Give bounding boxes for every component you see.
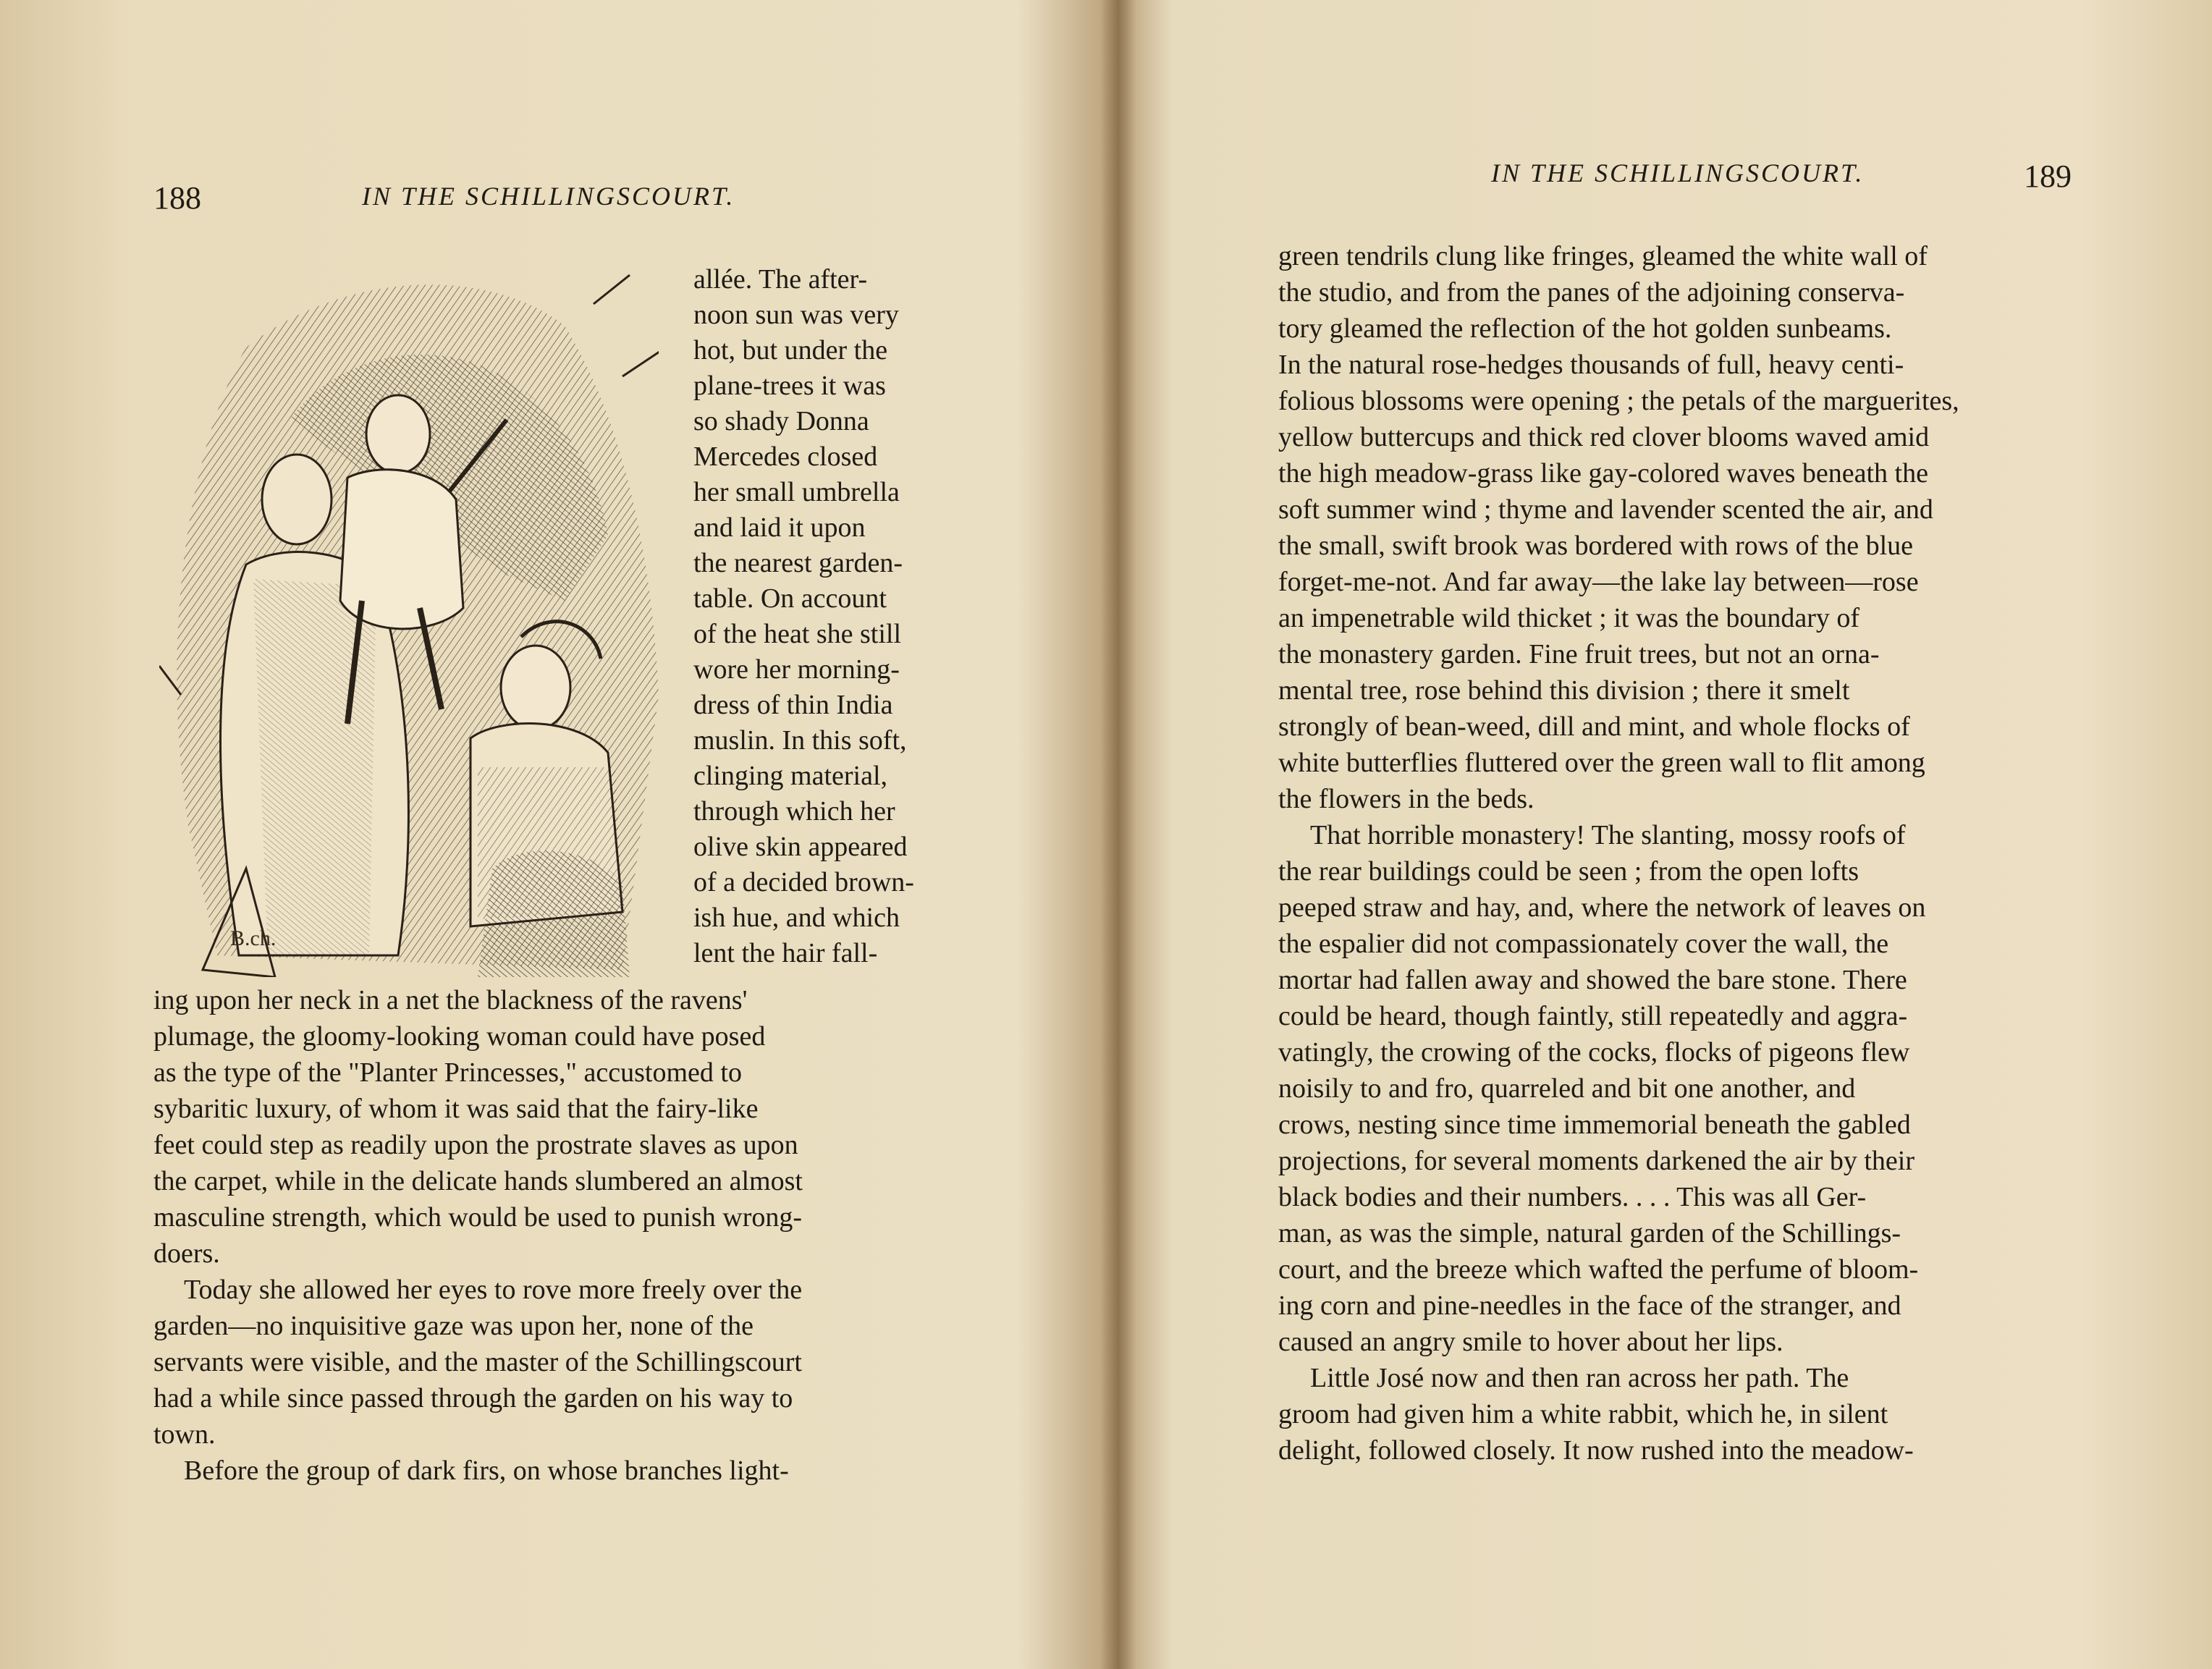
text-line: soft summer wind ; thyme and lavender scented the air, and [1278,494,1933,525]
text-line: an impenetrable wild thicket ; it was the boundary of [1278,603,1860,633]
text-line: table. On account [693,583,887,614]
text-line: of the heat she still [693,619,902,649]
text-line: vatingly, the crowing of the cocks, flocks of pigeons flew [1278,1037,1910,1068]
text-line: olive skin appeared [693,832,908,862]
text-line: plumage, the gloomy-looking woman could have posed [153,1021,766,1052]
text-line: town. [153,1419,216,1450]
text-line: feet could step as readily upon the prostrate slaves as upon [153,1130,798,1160]
text-line: Before the group of dark firs, on whose branches light- [184,1455,789,1486]
text-line: tory gleamed the reflection of the hot golden sunbeams. [1278,313,1892,344]
text-line: white butterflies fluttered over the green wall to flit among [1278,748,1925,778]
text-line: black bodies and their numbers. . . . This was all Ger- [1278,1182,1867,1212]
text-line: mental tree, rose behind this division ; there it smelt [1278,675,1850,706]
text-line: green tendrils clung like fringes, gleamed the white wall of [1278,241,1928,271]
text-line: crows, nesting since time immemorial beneath the gabled [1278,1110,1911,1140]
right-page [1129,0,2212,1669]
text-line: sybaritic luxury, of whom it was said that the fairy-like [153,1094,759,1124]
text-line: hot, but under the [693,335,888,366]
text-line: strongly of bean-weed, dill and mint, and whole flocks of [1278,711,1910,742]
text-line: Little José now and then ran across her path. The [1310,1363,1849,1393]
text-line: the monastery garden. Fine fruit trees, but not an orna- [1278,639,1880,669]
text-line: ing upon her neck in a net the blackness of the ravens' [153,985,748,1015]
illustration-signature: B.ch. [230,926,276,950]
text-line: forget-me-not. And far away—the lake lay between—rose [1278,567,1919,597]
text-line: the rear buildings could be seen ; from the open lofts [1278,856,1859,887]
text-line: the espalier did not compassionately cover the wall, the [1278,929,1889,959]
text-line: court, and the breeze which wafted the perfume of bloom- [1278,1254,1919,1285]
text-line: wore her morning- [693,654,900,685]
text-line: the small, swift brook was bordered with rows of the blue [1278,531,1913,561]
text-line: through which her [693,796,895,827]
text-line: Mercedes closed [693,441,878,472]
text-line: garden—no inquisitive gaze was upon her, none of the [153,1311,753,1341]
text-line: delight, followed closely. It now rushed into the meadow- [1278,1435,1914,1466]
text-line: servants were visible, and the master of the Schillingscourt [153,1347,802,1377]
text-line: the studio, and from the panes of the adjoining conserva- [1278,277,1905,308]
text-line: as the type of the "Planter Princesses," accustomed to [153,1057,742,1088]
text-line: projections, for several moments darkened the air by their [1278,1146,1915,1176]
text-line: Today she allowed her eyes to rove more freely over the [184,1275,803,1305]
text-line: plane-trees it was [693,371,886,401]
text-line: That horrible monastery! The slanting, mossy roofs of [1310,820,1906,850]
text-line: the high meadow-grass like gay-colored waves beneath the [1278,458,1928,489]
text-line: caused an angry smile to hover about her lips. [1278,1327,1783,1357]
text-line: of a decided brown- [693,867,914,897]
text-line: allée. The after- [693,264,868,295]
text-line: folious blossoms were opening ; the petals of the marguerites, [1278,386,1959,416]
text-line: muslin. In this soft, [693,725,907,756]
page-number-right: 189 [2024,159,2072,194]
text-line: masculine strength, which would be used to punish wrong- [153,1202,803,1233]
text-line: had a while since passed through the garden on his way to [153,1383,793,1414]
text-line: mortar had fallen away and showed the bare stone. There [1278,965,1907,995]
text-line: the carpet, while in the delicate hands slumbered an almost [153,1166,803,1196]
text-line: and laid it upon [693,512,866,543]
text-line: noisily to and fro, quarreled and bit one another, and [1278,1073,1856,1104]
text-line: ing corn and pine-needles in the face of the stranger, and [1278,1290,1901,1321]
running-head-left: IN THE SCHILLINGSCOURT. [362,182,735,211]
text-line: man, as was the simple, natural garden of the Schillings- [1278,1218,1901,1248]
text-line: her small umbrella [693,477,900,507]
text-line: peeped straw and hay, and, where the network of leaves on [1278,892,1926,923]
text-line: dress of thin India [693,690,893,720]
text-line: the flowers in the beds. [1278,784,1535,814]
engraving-illustration [159,261,659,977]
running-head-right: IN THE SCHILLINGSCOURT. [1491,159,1865,187]
text-line: could be heard, though faintly, still repeatedly and aggra- [1278,1001,1908,1031]
text-line: lent the hair fall- [693,938,878,968]
text-line: ish hue, and which [693,903,900,933]
text-line: yellow buttercups and thick red clover blooms waved amid [1278,422,1930,452]
page-number-left: 188 [153,180,201,216]
text-line: In the natural rose-hedges thousands of full, heavy centi- [1278,350,1904,380]
text-line: the nearest garden- [693,548,903,578]
text-line: so shady Donna [693,406,869,436]
text-line: clinging material, [693,761,888,791]
text-line: noon sun was very [693,300,899,330]
text-line: doers. [153,1238,220,1269]
text-line: groom had given him a white rabbit, which he, in silent [1278,1399,1888,1429]
